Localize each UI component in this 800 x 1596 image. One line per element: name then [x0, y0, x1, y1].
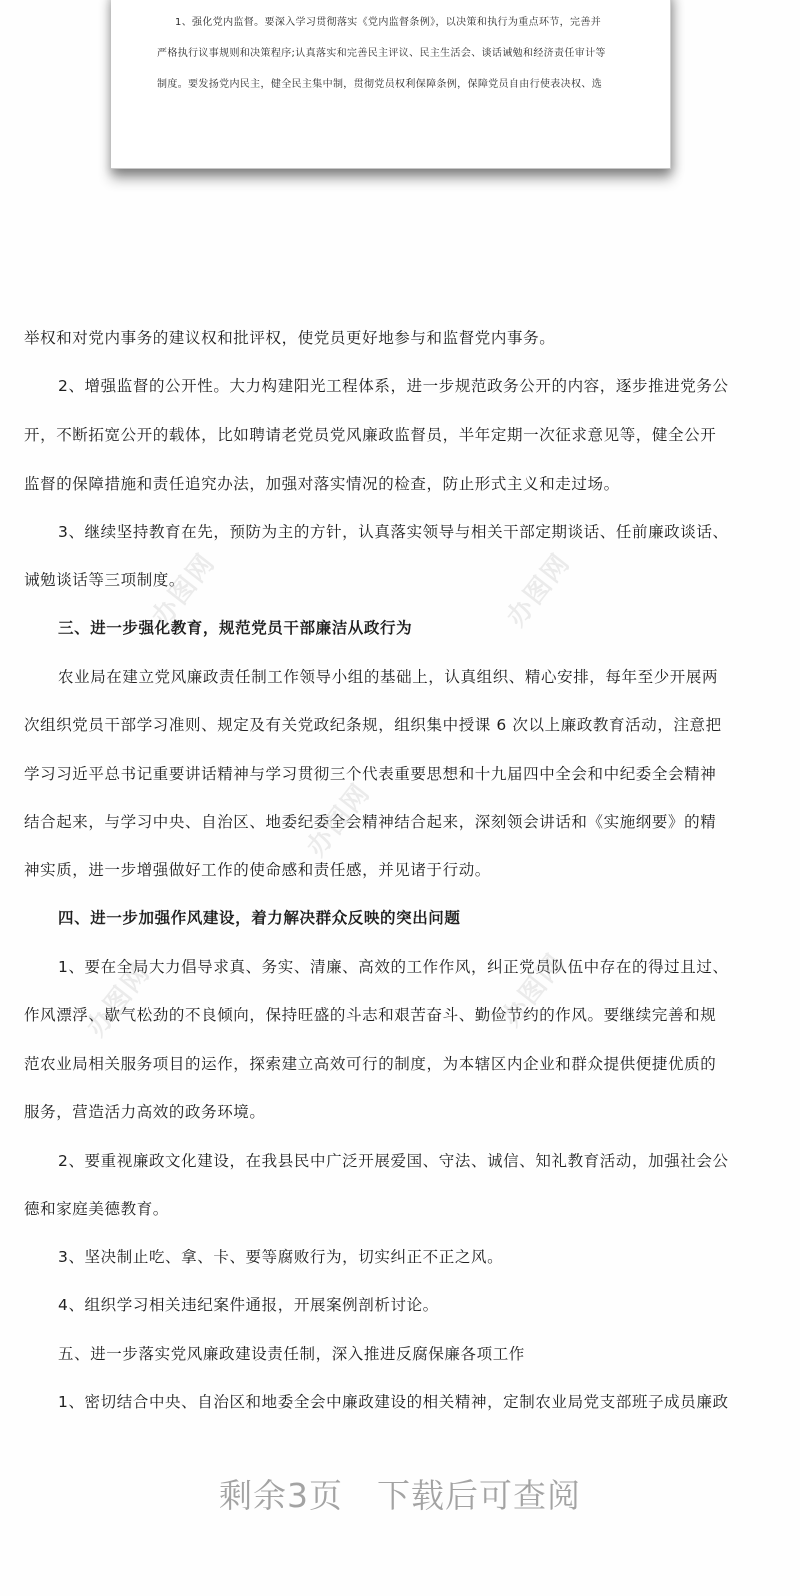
download-hint[interactable]: 下载后可查阅: [377, 1476, 581, 1515]
paragraph-line: 4、组织学习相关违纪案件通报，开展案例剖析讨论。: [58, 1296, 439, 1314]
preview-line: 制度。要发扬党内民主，健全民主集中制，贯彻党员权利保障条例，保障党员自由行使表决权、选: [157, 79, 603, 90]
paragraph-line: 学习习近平总书记重要讲话精神与学习贯彻三个代表重要思想和十九届四中全会和中纪委全会精神: [24, 765, 717, 783]
paragraph-line: 监督的保障措施和责任追究办法，加强对落实情况的检查，防止形式主义和走过场。: [24, 475, 620, 493]
paragraph-line: 3、坚决制止吃、拿、卡、要等腐败行为，切实纠正不正之风。: [58, 1248, 504, 1266]
watermark: 办图网: [501, 547, 577, 633]
paragraph-line: 诫勉谈话等三项制度。: [24, 571, 186, 589]
paragraph-line: 范农业局相关服务项目的运作，探索建立高效可行的制度，为本辖区内企业和群众提供便捷优质的: [24, 1055, 717, 1073]
paragraph-line: 3、继续坚持教育在先，预防为主的方针，认真落实领导与相关干部定期谈话、任前廉政谈话、: [58, 523, 729, 541]
watermark: 办图网: [496, 947, 572, 1033]
paragraph-line: 1、要在全局大力倡导求真、务实、清廉、高效的工作作风，纠正党员队伍中存在的得过且过、: [58, 958, 729, 976]
paragraph-line: 农业局在建立党风廉政责任制工作领导小组的基础上，认真组织、精心安排，每年至少开展两: [58, 668, 719, 686]
remaining-pages-banner[interactable]: [0, 1470, 800, 1517]
preview-line: 严格执行议事规则和决策程序;认真落实和完善民主评议、民主生活会、谈话诫勉和经济责任审计等: [157, 48, 606, 59]
paragraph-line: 次组织党员干部学习准则、规定及有关党政纪条规，组织集中授课 6 次以上廉政教育活动，注意把: [24, 716, 722, 734]
watermark: 办图网: [81, 957, 157, 1043]
section-heading: 三、进一步强化教育，规范党员干部廉洁从政行为: [58, 619, 413, 637]
preview-line: 1、强化党内监督。要深入学习贯彻落实《党内监督条例》，以决策和执行为重点环节，完善并: [175, 17, 602, 28]
remaining-pages-count: 剩余3页: [219, 1476, 343, 1515]
paragraph-line: 2、增强监督的公开性。大力构建阳光工程体系，进一步规范政务公开的内容，逐步推进党务公: [58, 377, 729, 395]
watermark: 办图网: [146, 547, 222, 633]
watermark: 办图网: [301, 777, 377, 863]
paragraph-line: 举权和对党内事务的建议权和批评权，使党员更好地参与和监督党内事务。: [24, 329, 556, 347]
paragraph-line: 2、要重视廉政文化建设，在我县民中广泛开展爱国、守法、诚信、知礼教育活动，加强社会公: [58, 1152, 729, 1170]
paragraph-line: 作风漂浮、歇气松劲的不良倾向，保持旺盛的斗志和艰苦奋斗、勤俭节约的作风。要继续完善和规: [24, 1006, 717, 1024]
paragraph-line: 开，不断拓宽公开的载体，比如聘请老党员党风廉政监督员，半年定期一次征求意见等，健全公开: [24, 426, 717, 444]
section-heading: 五、进一步落实党风廉政建设责任制，深入推进反腐保廉各项工作: [58, 1345, 525, 1363]
paragraph-line: 1、密切结合中央、自治区和地委全会中廉政建设的相关精神，定制农业局党支部班子成员廉政: [58, 1393, 729, 1411]
preview-page-card: [111, 0, 671, 169]
paragraph-line: 神实质，进一步增强做好工作的使命感和责任感，并见诸于行动。: [24, 861, 491, 879]
paragraph-line: 德和家庭美德教育。: [24, 1200, 169, 1218]
paragraph-line: 服务，营造活力高效的政务环境。: [24, 1103, 266, 1121]
section-heading: 四、进一步加强作风建设，着力解决群众反映的突出问题: [58, 909, 461, 927]
paragraph-line: 结合起来，与学习中央、自治区、地委纪委全会精神结合起来，深刻领会讲话和《实施纲要》的精: [24, 813, 717, 831]
